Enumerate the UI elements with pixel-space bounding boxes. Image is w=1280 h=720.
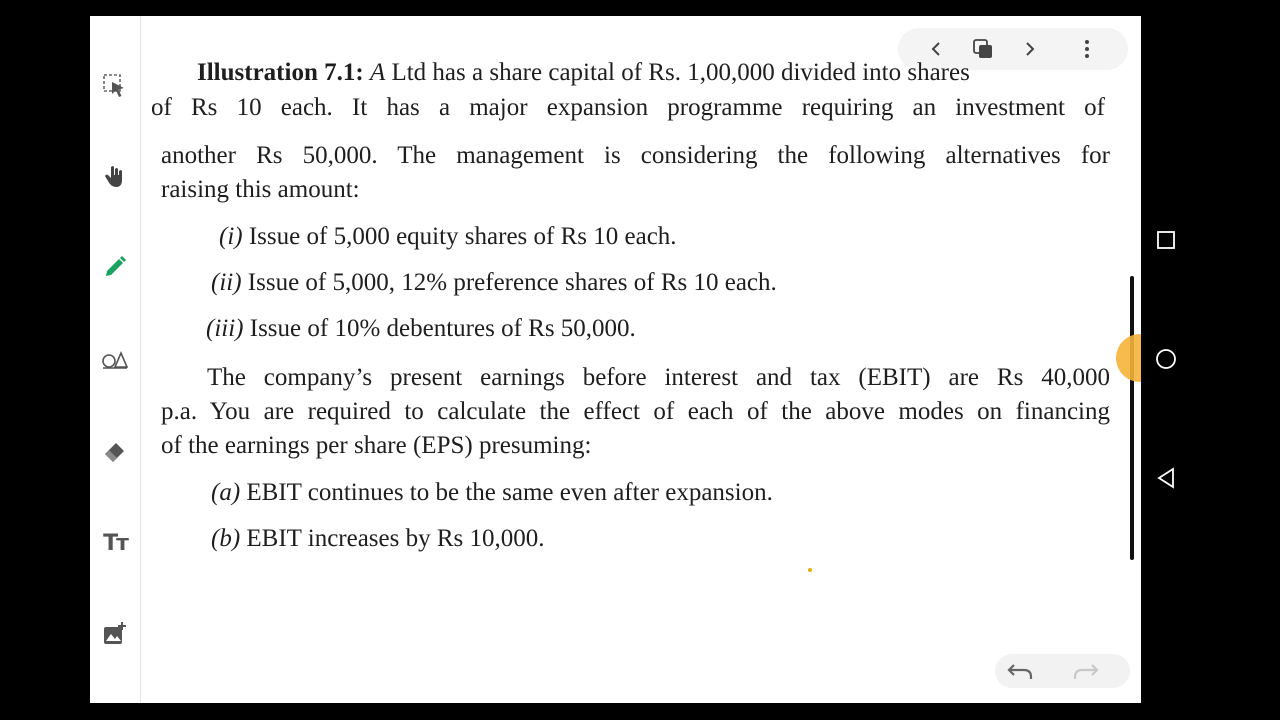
condition-item (211, 522, 545, 556)
illustration-line-1-text: Ltd has a share capital of Rs. 1,00,000 divided into shares (385, 59, 970, 86)
alternative-text: Issue of 5,000 equity shares of Rs 10 each. (242, 223, 677, 250)
condition-marker: (b) (211, 525, 241, 552)
illustration-line-4: raising this amount: (161, 176, 360, 203)
alternative-text: Issue of 5,000, 12% preference shares of Rs 10 each. (241, 269, 777, 296)
alternative-item (211, 266, 777, 300)
alternative-marker: (iii) (206, 315, 244, 342)
scrollbar[interactable] (1130, 276, 1134, 560)
illustration-line-3: another Rs 50,000. The management is considering the following alternatives for (161, 142, 1110, 169)
alternative-item (206, 312, 636, 346)
home-icon[interactable] (1155, 348, 1177, 370)
alternative-marker: (ii) (211, 269, 242, 296)
highlight-dot (808, 568, 812, 572)
illustration-title: Illustration 7.1: (197, 59, 364, 86)
recent-apps-icon[interactable] (1155, 229, 1177, 251)
back-icon[interactable] (1155, 467, 1177, 489)
paragraph2-line-2: p.a. You are required to calculate the effect of each of the above modes on financing (161, 398, 1110, 425)
undo-icon[interactable] (1003, 652, 1037, 690)
condition-marker: (a) (211, 479, 241, 506)
text-tool-icon[interactable]: Tт (103, 530, 127, 556)
illustration-line-1 (197, 56, 1103, 90)
condition-text: EBIT increases by Rs 10,000. (240, 525, 545, 552)
paragraph2-line-3: of the earnings per share (EPS) presuming: (161, 432, 592, 459)
document-content (90, 16, 1141, 703)
condition-item (211, 476, 773, 510)
document-page (90, 16, 1141, 703)
illustration-line-2: of Rs 10 each. It has a major expansion programme requiring an investment of (151, 94, 1105, 121)
company-letter: A (369, 59, 386, 86)
condition-text: EBIT continues to be the same even after expansion. (240, 479, 773, 506)
alternative-text: Issue of 10% debentures of Rs 50,000. (243, 315, 636, 342)
redo-icon[interactable] (1069, 652, 1103, 690)
paragraph2-line-1: The company’s present earnings before interest and tax (EBIT) are Rs 40,000 (207, 364, 1110, 391)
alternative-item (219, 220, 677, 254)
alternative-marker: (i) (219, 223, 243, 250)
